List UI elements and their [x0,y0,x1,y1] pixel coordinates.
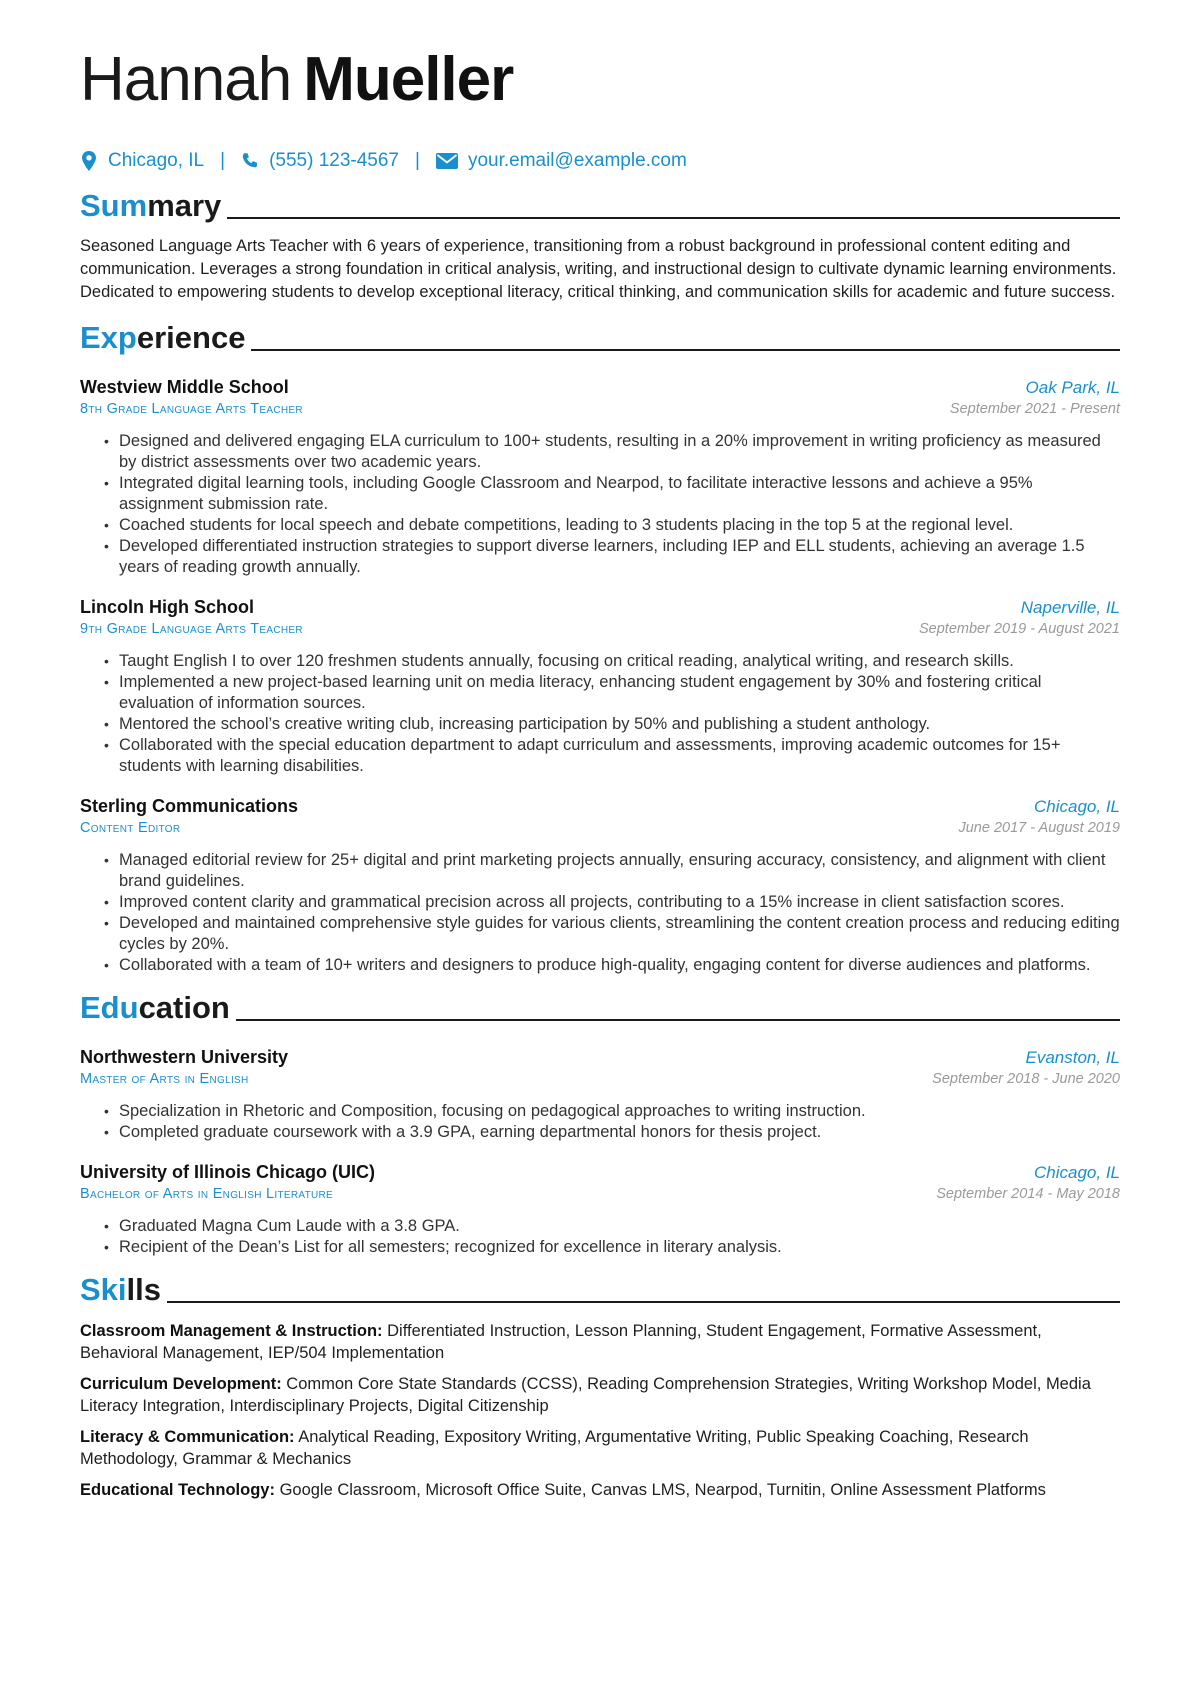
education-heading [80,988,1120,1026]
location-text: Chicago, IL [108,150,205,171]
skill-items: Common Core State Standards (CCSS), Reading Comprehension Strategies, Writing Workshop Model, Media Literacy Integration, Interdisciplinary Projects, Digital Citizenship [80,1375,1091,1415]
heading-rule [167,1301,1120,1303]
map-pin-icon [80,151,98,171]
skill-category: Curriculum Development: [80,1375,282,1393]
heading-rest: cation [138,990,230,1025]
bullet-list [80,1216,1120,1258]
phone-text: (555) 123-4567 [269,150,399,171]
list-item: • Mentored the school’s creative writing club, increasing participation by 50% and publishing a student anthology. [119,714,1120,735]
skills-heading [80,1270,1120,1308]
last-name: Mueller [303,45,514,114]
bullet-list [80,651,1120,777]
bullet-list [80,850,1120,976]
experience-heading [80,318,1120,356]
entry-location: Oak Park, IL [1025,378,1120,397]
list-item: • Developed and maintained comprehensive style guides for various clients, streamlining the content creation process and reducing editing cycles by 20%. [119,913,1120,955]
summary-text: Seasoned Language Arts Teacher with 6 years of experience, transitioning from a robust background in professional content editing and communication. Leverages a strong foundation in critical analysis, writing, and instructional design to cultivate dynamic learning environments. Dedicated to empowering students to develop exceptional literacy, critical thinking, and communication skills for academic and future success. [80,237,1117,301]
experience-entry [80,795,1120,976]
first-name: Hannah [80,45,292,114]
list-item: • Completed graduate coursework with a 3.9 GPA, earning departmental honors for thesis project. [119,1122,1120,1143]
employer-name: Westview Middle School [80,377,289,397]
list-item: • Taught English I to over 120 freshmen students annually, focusing on critical reading, analytical writing, and research skills. [119,651,1120,672]
heading-accent: Exp [80,320,137,355]
list-item: • Coached students for local speech and debate competitions, leading to 3 students placing in the top 5 at the regional level. [119,515,1120,536]
job-title: 8th Grade Language Arts Teacher [80,401,303,417]
heading-rule [236,1019,1120,1021]
skill-group [80,1320,1120,1364]
education-entry [80,1161,1120,1258]
heading-accent: Sum [80,188,148,223]
list-item: • Integrated digital learning tools, including Google Classroom and Nearpod, to facilitate interactive lessons and achieve a 95% assignment submission rate. [119,473,1120,515]
heading-accent: Ski [80,1272,127,1307]
list-item: • Managed editorial review for 25+ digital and print marketing projects annually, ensuring accuracy, consistency, and alignment with client brand guidelines. [119,850,1120,892]
degree: Bachelor of Arts in English Literature [80,1186,334,1202]
job-title: Content Editor [80,820,181,836]
employer-name: Sterling Communications [80,796,299,816]
heading-rest: mary [147,188,222,223]
list-item: • Recipient of the Dean’s List for all semesters; recognized for excellence in literary analysis. [119,1237,1120,1258]
candidate-name [80,40,1120,120]
education-entry [80,1046,1120,1143]
contact-bar [80,146,1120,176]
list-item: • Implemented a new project-based learning unit on media literacy, enhancing student engagement by 30% and fostering critical evaluation of information sources. [119,672,1120,714]
entry-location: Naperville, IL [1020,598,1120,617]
heading-rule [251,349,1120,351]
heading-rest: lls [126,1272,161,1307]
list-item: • Collaborated with the special education department to adapt curriculum and assessments, improving academic outcomes for 15+ students with learning disabilities. [119,735,1120,777]
skill-items: Differentiated Instruction, Lesson Planning, Student Engagement, Formative Assessment, Behavioral Management, IEP/504 Implementation [80,1322,1042,1362]
list-item: • Specialization in Rhetoric and Composition, focusing on pedagogical approaches to writing instruction. [119,1101,1120,1122]
list-item: • Improved content clarity and grammatical precision across all projects, contributing to a 15% increase in client satisfaction scores. [119,892,1120,913]
heading-rest: erience [136,320,246,355]
phone-icon [241,151,259,171]
contact-phone[interactable] [241,150,399,172]
heading-rule [227,217,1120,219]
entry-dates: September 2014 - May 2018 [936,1186,1120,1202]
entry-location: Chicago, IL [1034,1163,1120,1182]
employer-name: Lincoln High School [80,597,254,617]
experience-entry [80,376,1120,578]
list-item: • Designed and delivered engaging ELA curriculum to 100+ students, resulting in a 20% improvement in writing proficiency as measured by district assessments over two academic years. [119,431,1120,473]
entry-dates: June 2017 - August 2019 [958,820,1120,836]
summary-heading [80,186,1120,224]
bullet-list [80,1101,1120,1143]
school-name: University of Illinois Chicago (UIC) [80,1162,376,1182]
entry-dates: September 2018 - June 2020 [932,1071,1120,1087]
degree: Master of Arts in English [80,1071,249,1087]
contact-separator: | [220,150,226,171]
list-item: • Graduated Magna Cum Laude with a 3.8 GPA. [119,1216,1120,1237]
skill-items: Google Classroom, Microsoft Office Suite, Canvas LMS, Nearpod, Turnitin, Online Assessment Platforms [279,1481,1046,1499]
job-title: 9th Grade Language Arts Teacher [80,621,303,637]
entry-dates: September 2019 - August 2021 [919,621,1120,637]
list-item: • Developed differentiated instruction strategies to support diverse learners, including IEP and ELL students, achieving an average 1.5 years of reading growth annually. [119,536,1120,578]
bullet-list [80,431,1120,578]
entry-location: Evanston, IL [1025,1048,1120,1067]
experience-entry [80,596,1120,777]
entry-location: Chicago, IL [1034,797,1120,816]
entry-dates: September 2021 - Present [949,401,1120,417]
skill-category: Literacy & Communication: [80,1428,295,1446]
envelope-icon [436,152,458,170]
school-name: Northwestern University [80,1047,289,1067]
skill-category: Educational Technology: [80,1481,275,1499]
skill-group [80,1479,1120,1501]
skill-group [80,1373,1120,1417]
contact-location [80,150,204,172]
heading-accent: Edu [80,990,139,1025]
resume-page [80,40,1120,1510]
skills-list [80,1320,1120,1501]
email-link: your.email@example.com [467,150,687,171]
skill-group [80,1426,1120,1470]
skill-category: Classroom Management & Instruction: [80,1322,383,1340]
list-item: • Collaborated with a team of 10+ writers and designers to produce high-quality, engaging content for diverse audiences and platforms. [119,955,1120,976]
contact-email[interactable] [436,150,687,172]
skill-items: Analytical Reading, Expository Writing, Argumentative Writing, Public Speaking Coaching, Research Methodology, Grammar & Mechanics [80,1428,1029,1468]
contact-separator: | [415,150,420,171]
